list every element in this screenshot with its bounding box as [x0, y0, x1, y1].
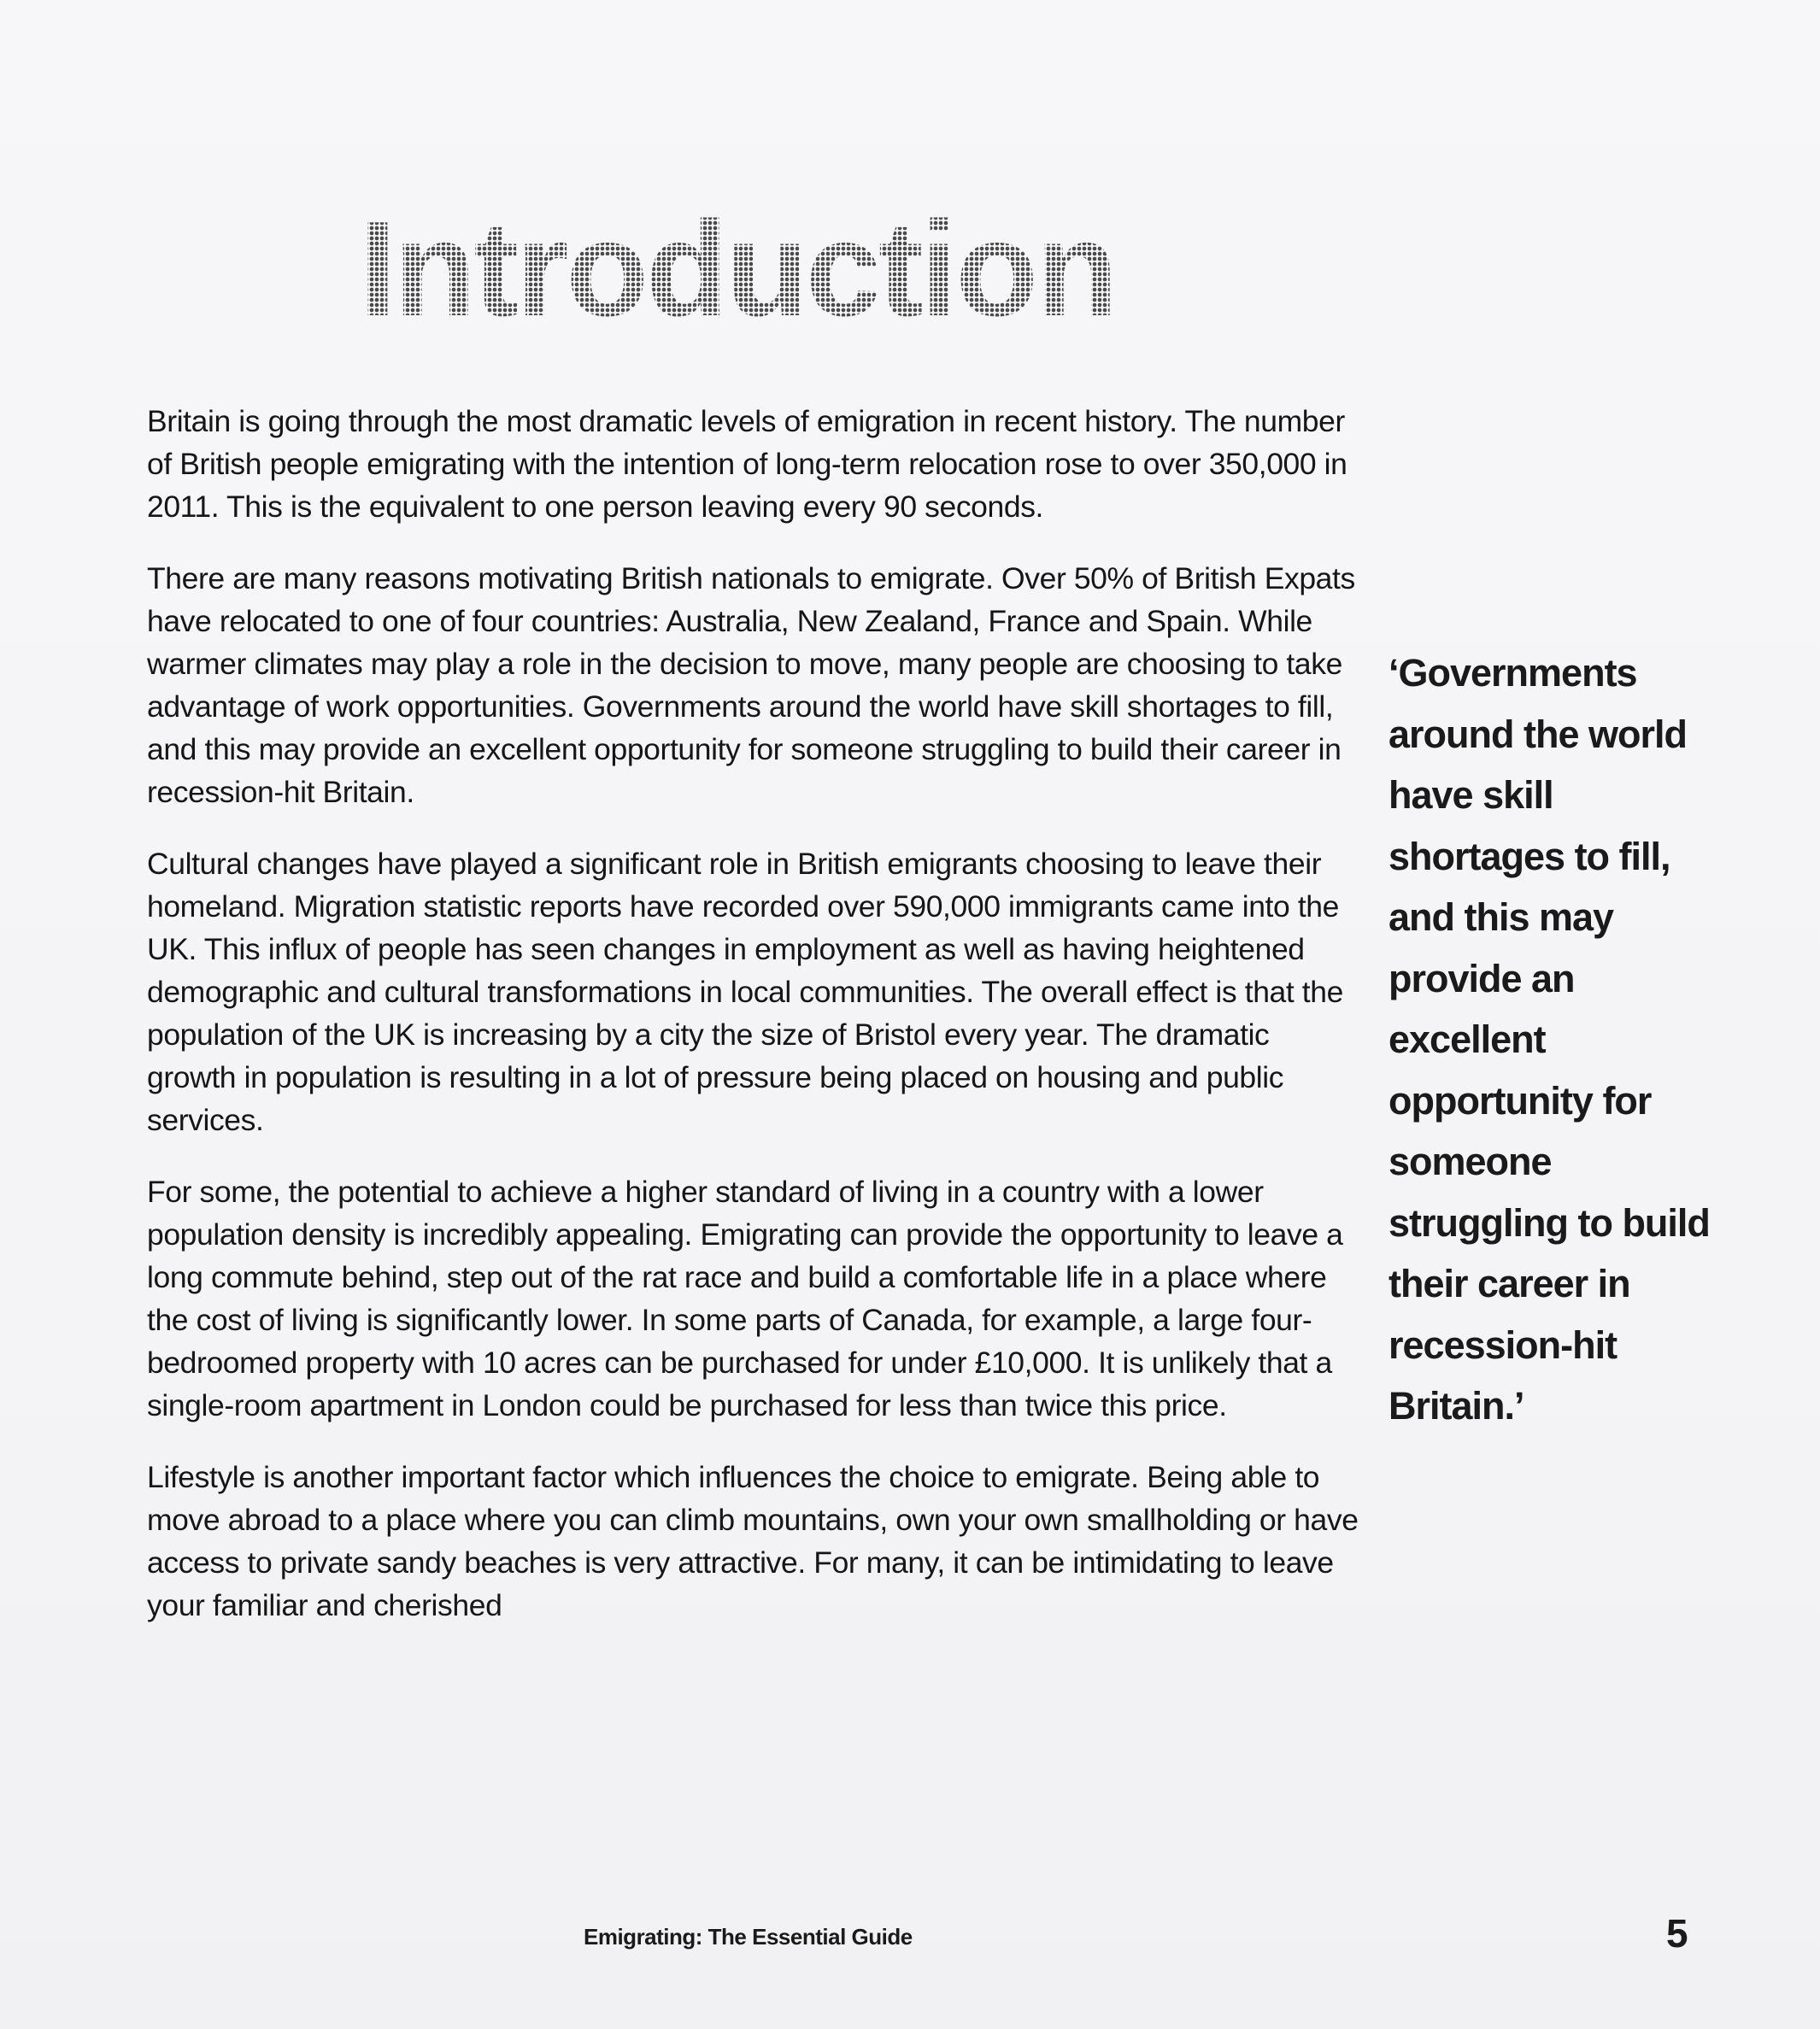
pull-quote: ‘Governments around the world have skill shortages to fill, and this may provide an excellent opportunity for someone struggling to build their career in recession-hit Britain.’ — [1388, 651, 1710, 1428]
footer-book-title: Emigrating: The Essential Guide — [584, 1924, 913, 1950]
paragraph: Lifestyle is another important factor which influences the choice to emigrate. Being able to move abroad to a place where you can climb mountains, own your own smallholding or have access to private sandy beaches is very attractive. For many, it can be intimidating to leave your familiar and cherished — [147, 1460, 1359, 1622]
page-number: 5 — [1666, 1911, 1688, 1956]
paragraph: For some, the potential to achieve a higher standard of living in a country with a lower population density is incredibly appealing. Emigrating can provide the opportunity to leave a long commute behind, step out of the rat race and build a comfortable life in a place where the cost of living is significantly lower. In some parts of Canada, for example, a large four-bedroomed property with 10 acres can be purchased for under £10,000. It is unlikely that a single-room apartment in London could be purchased for less than twice this price. — [147, 1175, 1343, 1422]
paragraph: There are many reasons motivating British nationals to emigrate. Over 50% of British Expats have relocated to one of four countries: Australia, New Zealand, France and Spain. While warmer climates may play a role in the decision to move, many people are choosing to take advantage of work opportunities. Governments around the world have skill shortages to fill, and this may provide an excellent opportunity for someone struggling to build their career in recession-hit Britain. — [147, 561, 1355, 809]
paragraph: Cultural changes have played a significant role in British emigrants choosing to leave their homeland. Migration statistic reports have recorded over 590,000 immigrants came into the UK. This influx of people has seen changes in employment as well as having heightened demographic and cultural transformations in local communities. The overall effect is that the population of the UK is increasing by a city the size of Bristol every year. The dramatic growth in population is resulting in a lot of pressure being placed on housing and public services. — [147, 847, 1343, 1137]
body-text — [147, 400, 1360, 1656]
paragraph: Britain is going through the most dramatic levels of emigration in recent history. The number of British people emigrating with the intention of long-term relocation rose to over 350,000 in 2011. This is the equivalent to one person leaving every 90 seconds. — [147, 404, 1347, 524]
page-title: Introduction — [359, 195, 1213, 344]
